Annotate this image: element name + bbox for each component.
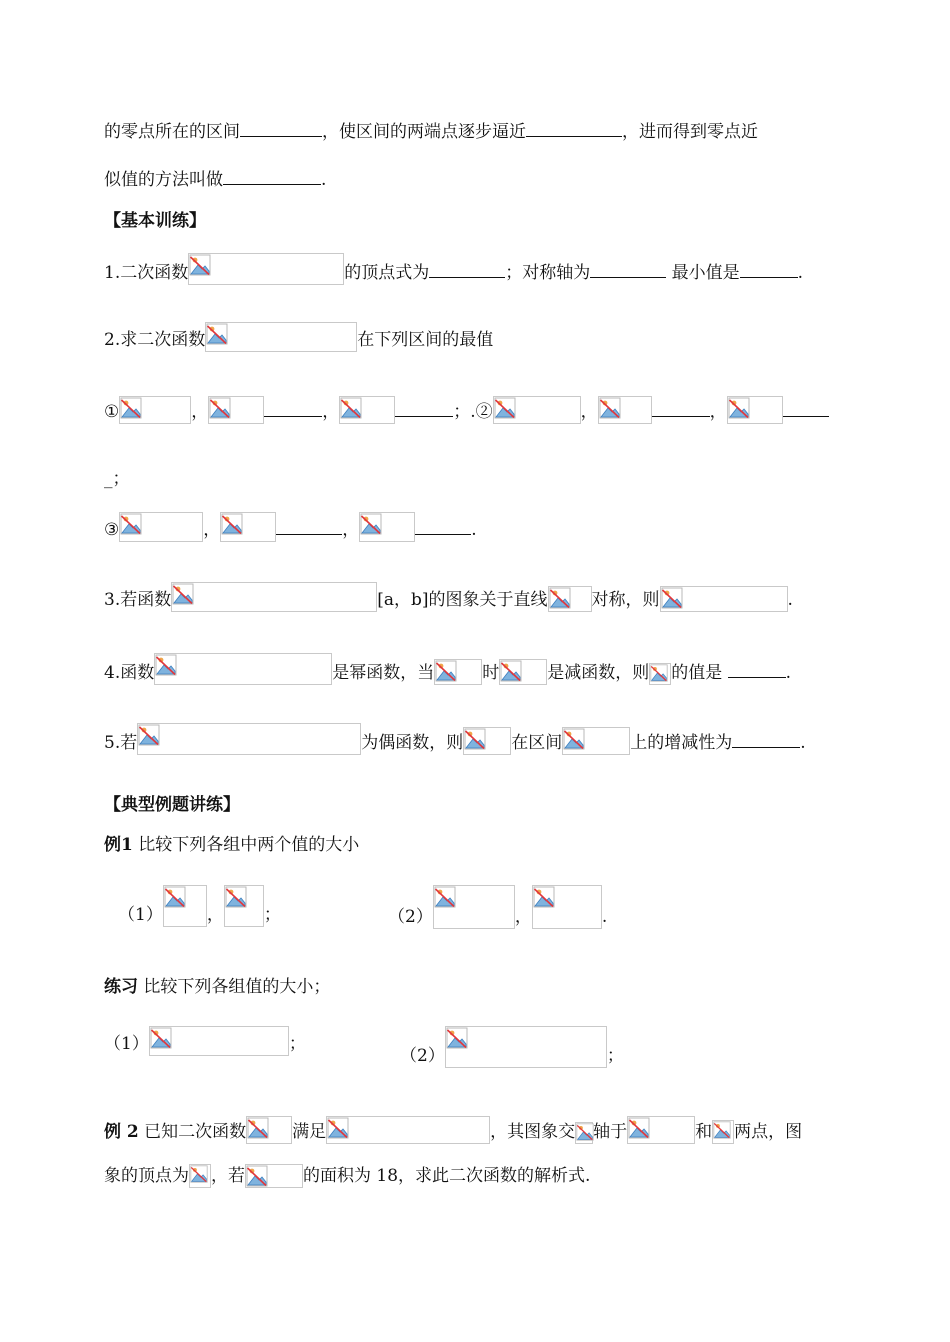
formula-image	[119, 396, 191, 424]
formula-image	[339, 396, 395, 424]
blank	[783, 400, 829, 417]
practice-part-1: （1） ；	[104, 1026, 306, 1056]
blank	[732, 731, 800, 748]
broken-image-icon	[190, 1165, 208, 1183]
formula-image	[660, 586, 788, 612]
section-heading-basic: 【基本训练】	[104, 211, 206, 231]
broken-image-icon	[464, 728, 486, 750]
formula-image	[434, 659, 482, 685]
formula-image	[627, 1116, 695, 1144]
practice-title: 练习 比较下列各组值的大小；	[104, 977, 331, 997]
example-1-part-1: （1） ， ；	[118, 885, 281, 927]
broken-image-icon	[206, 323, 228, 345]
formula-image	[532, 885, 602, 929]
blank	[223, 168, 321, 185]
formula-image	[208, 396, 264, 424]
broken-image-icon	[650, 664, 668, 682]
formula-image	[359, 512, 415, 542]
question-2-row-1: ① ， ， ；.② ， ，	[104, 396, 829, 424]
example-1-part-2: （2） ， .	[388, 885, 607, 929]
formula-image	[171, 582, 377, 612]
broken-image-icon	[138, 724, 160, 746]
broken-image-icon	[446, 1027, 468, 1049]
practice-part-2: （2） ；	[400, 1026, 624, 1068]
formula-image	[575, 1122, 593, 1144]
formula-image	[463, 727, 511, 755]
blank	[276, 518, 342, 535]
question-5: 5.若 为偶函数，则 在区间 上的增减性为 .	[104, 723, 806, 755]
formula-image	[119, 512, 203, 542]
broken-image-icon	[120, 513, 142, 535]
blank	[415, 518, 471, 535]
question-2-row-3: ③ ， ， .	[104, 512, 477, 542]
formula-image	[562, 727, 630, 755]
formula-image	[224, 885, 264, 927]
blank	[728, 661, 786, 678]
broken-image-icon	[155, 654, 177, 676]
formula-image	[548, 586, 592, 612]
blank	[590, 261, 666, 278]
formula-image	[154, 653, 332, 685]
blank	[526, 120, 622, 137]
question-3: 3.若函数 [a，b]的图象关于直线 对称，则 .	[104, 582, 793, 612]
question-2-row-1-cont: _；	[104, 469, 130, 489]
formula-image	[493, 396, 581, 424]
broken-image-icon	[500, 660, 522, 682]
broken-image-icon	[661, 587, 683, 609]
formula-image	[189, 1164, 211, 1188]
formula-image	[205, 322, 357, 352]
question-2: 2.求二次函数 在下列区间的最值	[104, 322, 493, 352]
broken-image-icon	[435, 660, 457, 682]
intro-line-2: 似值的方法叫做 .	[104, 170, 327, 190]
formula-image	[188, 253, 344, 285]
formula-image	[727, 396, 783, 424]
blank	[740, 261, 798, 278]
broken-image-icon	[221, 513, 243, 535]
broken-image-icon	[189, 254, 211, 276]
broken-image-icon	[628, 1117, 650, 1139]
broken-image-icon	[172, 583, 194, 605]
broken-image-icon	[360, 513, 382, 535]
section-heading-examples: 【典型例题讲练】	[104, 795, 240, 815]
broken-image-icon	[563, 728, 585, 750]
broken-image-icon	[494, 397, 516, 419]
formula-image	[433, 885, 515, 929]
blank	[652, 400, 710, 417]
broken-image-icon	[246, 1165, 268, 1187]
broken-image-icon	[120, 397, 142, 419]
formula-image	[246, 1116, 292, 1144]
broken-image-icon	[728, 397, 750, 419]
broken-image-icon	[225, 886, 247, 908]
broken-image-icon	[164, 886, 186, 908]
formula-image	[326, 1116, 490, 1144]
broken-image-icon	[327, 1117, 349, 1139]
formula-image	[149, 1026, 289, 1056]
question-4: 4.函数 是幂函数，当 时 是减函数，则 的值是 .	[104, 653, 791, 685]
broken-image-icon	[247, 1117, 269, 1139]
formula-image	[163, 885, 207, 927]
broken-image-icon	[713, 1121, 731, 1139]
example-2-line-2: 象的顶点为 ，若 的面积为 18，求此二次函数的解析式.	[104, 1166, 591, 1186]
question-1: 1.二次函数 的顶点式为 ；对称轴为 最小值是 .	[104, 253, 803, 285]
formula-image	[499, 659, 547, 685]
blank	[264, 400, 322, 417]
broken-image-icon	[599, 397, 621, 419]
example-2-line-1: 例 2 已知二次函数 满足 ，其图象交 轴于 和 两点，图	[104, 1116, 802, 1144]
formula-image	[137, 723, 361, 755]
broken-image-icon	[576, 1123, 594, 1141]
example-1-title: 例1 比较下列各组中两个值的大小	[104, 835, 360, 855]
formula-image	[598, 396, 652, 424]
broken-image-icon	[209, 397, 231, 419]
blank	[395, 400, 453, 417]
formula-image	[245, 1164, 303, 1188]
broken-image-icon	[549, 587, 571, 609]
formula-image	[712, 1120, 734, 1144]
intro-line-1: 的零点所在的区间 ，使区间的两端点逐步逼近 ，进而得到零点近	[104, 122, 758, 142]
broken-image-icon	[434, 886, 456, 908]
blank	[429, 261, 505, 278]
broken-image-icon	[533, 886, 555, 908]
broken-image-icon	[340, 397, 362, 419]
formula-image	[445, 1026, 607, 1068]
formula-image	[649, 663, 671, 685]
broken-image-icon	[150, 1027, 172, 1049]
blank	[240, 120, 322, 137]
formula-image	[220, 512, 276, 542]
